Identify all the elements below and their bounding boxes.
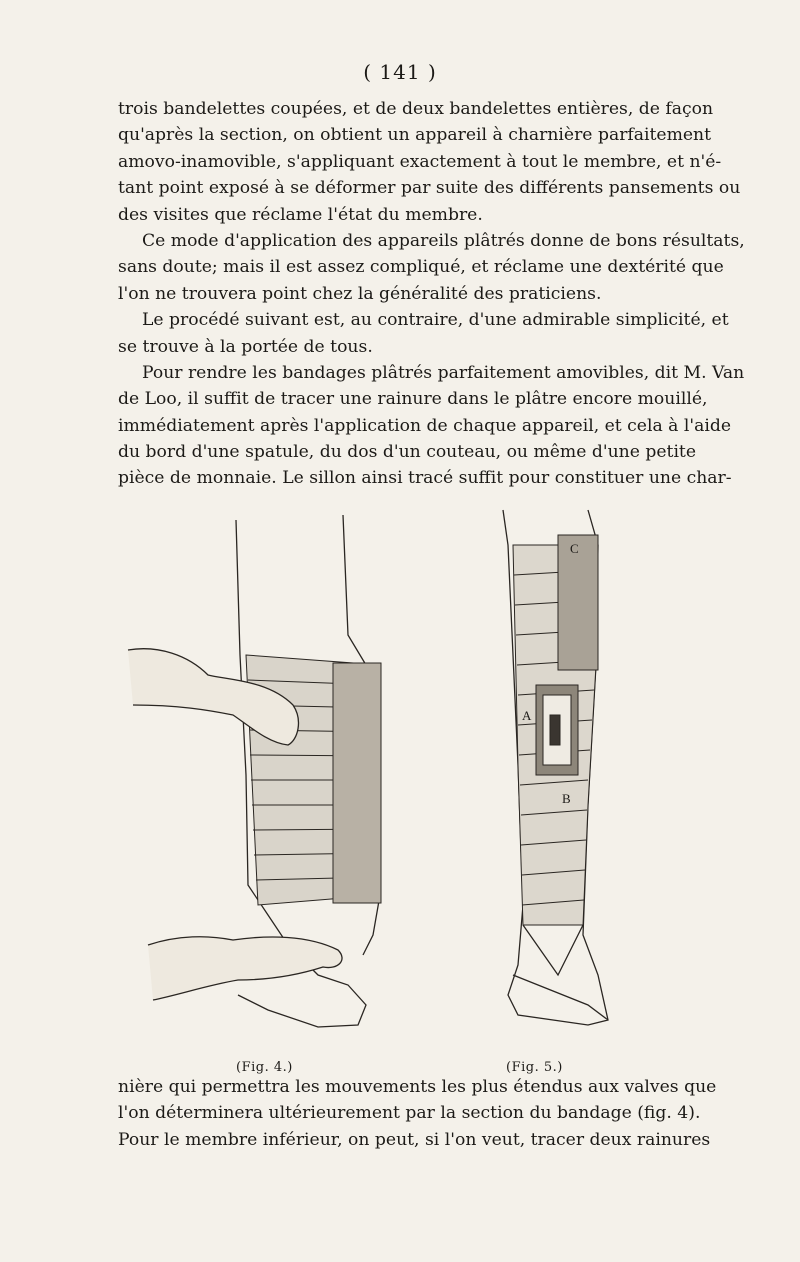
text-line: se trouve à la portée de tous. (118, 336, 373, 357)
text-line: l'on ne trouvera point chez la généralité des praticiens. (118, 283, 602, 304)
text-line: nière qui permettra les mouvements les plus étendus aux valves que (118, 1077, 717, 1097)
text-line: de Loo, il suffit de tracer une rainure dans le plâtre encore mouillé, (118, 389, 708, 410)
page-number: ( 141 ) (363, 60, 437, 84)
text-line: des visites que réclame l'état du membre. (118, 204, 483, 225)
text-line: l'on déterminera ultérieurement par la section du bandage (fig. 4). (118, 1103, 701, 1124)
leg-illustrations (118, 505, 684, 1075)
text-line: Le procédé suivant est, au contraire, d'une admirable simplicité, et (142, 310, 729, 331)
fig4-leg-drawing (128, 515, 381, 1027)
fig5-label-b: B (562, 791, 571, 806)
text-line: amovo-inamovible, s'appliquant exactement à tout le membre, et n'é- (118, 151, 722, 172)
top-paragraphs (118, 96, 745, 492)
fig5-caption: (Fig. 5.) (506, 1060, 563, 1075)
text-line: du bord d'une spatule, du dos d'un couteau, ou même d'une petite (118, 442, 697, 463)
text-line: pièce de monnaie. Le sillon ainsi tracé suffit pour constituer une char- (118, 468, 732, 489)
text-line: Pour le membre inférieur, on peut, si l'on veut, tracer deux rainures (118, 1129, 711, 1150)
fig5-label-a: A (522, 708, 532, 723)
bottom-paragraphs (118, 1074, 717, 1153)
text-line: Ce mode d'application des appareils plâtrés donne de bons résultats, (142, 230, 745, 251)
text-line: qu'après la section, on obtient un appareil à charnière parfaitement (118, 125, 712, 146)
text-line: tant point exposé à se déformer par suite des différents pansements ou (118, 178, 741, 199)
text-line: immédiatement après l'application de chaque appareil, et cela à l'aide (118, 415, 732, 436)
text-line: Pour rendre les bandages plâtrés parfaitement amovibles, dit M. Van (142, 362, 745, 383)
fig5-label-c: C (570, 541, 579, 556)
fig5-leg-drawing (503, 510, 608, 1025)
fig4-caption: (Fig. 4.) (236, 1060, 293, 1075)
text-line: sans doute; mais il est assez compliqué, et réclame une dextérité que (118, 257, 724, 278)
figure-area (118, 505, 684, 1075)
text-line: trois bandelettes coupées, et de deux bandelettes entières, de façon (118, 99, 714, 119)
